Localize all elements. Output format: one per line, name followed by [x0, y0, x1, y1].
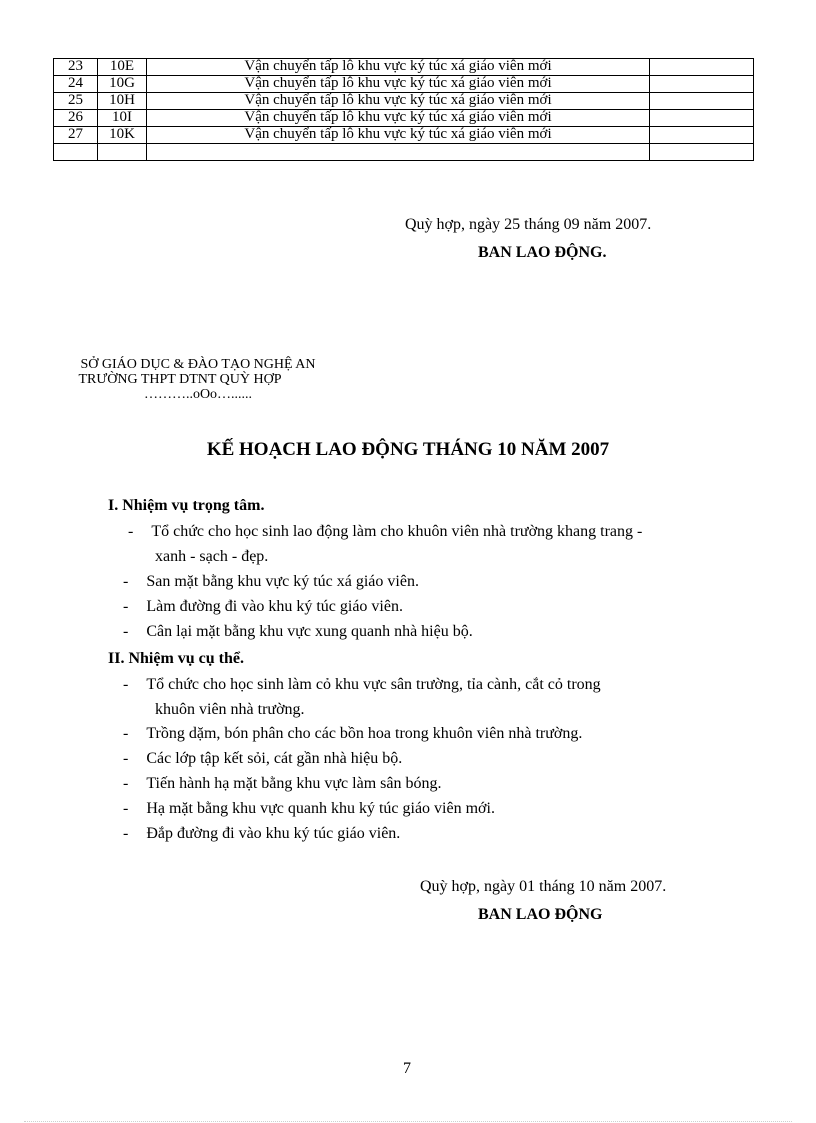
row-class: 10E [98, 59, 147, 76]
list-item-text: Hạ mặt bằng khu vực quanh khu ký túc giáo viên mới. [146, 800, 495, 817]
table-row [54, 127, 754, 144]
row-task: Vận chuyển tấp lô khu vực ký túc xá giáo viên mới [147, 76, 650, 93]
row-note [650, 144, 754, 161]
list-dash: - [123, 598, 129, 615]
section-heading: II. Nhiệm vụ cụ thể. [108, 650, 245, 667]
list-item [123, 747, 402, 771]
row-class: 10K [98, 127, 147, 144]
list-dash: - [123, 573, 129, 590]
list-item [123, 797, 495, 821]
list-item-text: Làm đường đi vào khu ký túc giáo viên. [146, 598, 403, 615]
row-class: 10I [98, 110, 147, 127]
row-note [650, 76, 754, 93]
row-note [650, 93, 754, 110]
list-dash: - [123, 676, 129, 693]
row-number: 24 [54, 76, 98, 93]
list-item [123, 822, 400, 846]
section-heading: I. Nhiệm vụ trọng tâm. [108, 497, 265, 514]
list-item [123, 595, 403, 619]
row-number: 25 [54, 93, 98, 110]
list-item-text: San mặt bằng khu vực ký túc xá giáo viên. [146, 573, 419, 590]
row-note [650, 127, 754, 144]
header-ornament: ………..oOo…...... [143, 387, 253, 402]
row-number: 26 [54, 110, 98, 127]
row-task [147, 144, 650, 161]
task-table [53, 58, 754, 161]
row-number: 23 [54, 59, 98, 76]
row-class: 10G [98, 76, 147, 93]
signature-date: Quỳ hợp, ngày 25 tháng 09 năm 2007. [405, 216, 652, 233]
list-dash: - [128, 523, 134, 540]
page-number: 7 [403, 1060, 411, 1077]
signature-date: Quỳ hợp, ngày 01 tháng 10 năm 2007. [420, 878, 667, 895]
row-task: Vận chuyển tấp lô khu vực ký túc xá giáo viên mới [147, 59, 650, 76]
list-item-continuation: xanh - sạch - đẹp. [155, 548, 269, 565]
list-item-text: Đắp đường đi vào khu ký túc giáo viên. [146, 825, 401, 842]
row-task: Vận chuyển tấp lô khu vực ký túc xá giáo viên mới [147, 93, 650, 110]
table-row [54, 59, 754, 76]
table-row [54, 76, 754, 93]
list-item [123, 570, 419, 594]
list-item-text: Các lớp tập kết sỏi, cát gần nhà hiệu bộ. [146, 750, 403, 767]
signature-name: BAN LAO ĐỘNG [478, 906, 603, 923]
list-item-text: Tiến hành hạ mặt bằng khu vực làm sân bóng. [146, 775, 442, 792]
row-number [54, 144, 98, 161]
row-task: Vận chuyển tấp lô khu vực ký túc xá giáo viên mới [147, 127, 650, 144]
list-item [123, 772, 441, 796]
row-task: Vận chuyển tấp lô khu vực ký túc xá giáo viên mới [147, 110, 650, 127]
list-item-continuation: khuôn viên nhà trường. [155, 701, 305, 718]
table-row [54, 144, 754, 161]
list-dash: - [123, 623, 129, 640]
list-item-text: Tổ chức cho học sinh lao động làm cho khuôn viên nhà trường khang trang - [151, 523, 643, 540]
signature-name: BAN LAO ĐỘNG. [478, 244, 607, 261]
department-name: SỞ GIÁO DỤC & ĐÀO TẠO NGHỆ AN [80, 357, 316, 372]
row-note [650, 59, 754, 76]
page-title: KẾ HOẠCH LAO ĐỘNG THÁNG 10 NĂM 2007 [206, 439, 610, 460]
table-row [54, 110, 754, 127]
list-dash: - [123, 775, 129, 792]
department-header [48, 357, 348, 402]
list-dash: - [123, 750, 129, 767]
school-name: TRƯỜNG THPT DTNT QUỲ HỢP [78, 372, 282, 387]
list-item [123, 673, 601, 697]
list-dash: - [123, 800, 129, 817]
list-dash: - [123, 825, 129, 842]
list-item-text: Tổ chức cho học sinh làm cỏ khu vực sân trường, tỉa cành, cắt cỏ trong [146, 676, 601, 693]
row-number: 27 [54, 127, 98, 144]
list-dash: - [123, 725, 129, 742]
table-row [54, 93, 754, 110]
row-note [650, 110, 754, 127]
list-item [128, 520, 748, 544]
list-item [123, 722, 582, 746]
list-item [123, 620, 473, 644]
row-class [98, 144, 147, 161]
row-class: 10H [98, 93, 147, 110]
list-item-text: Trồng dặm, bón phân cho các bồn hoa trong khuôn viên nhà trường. [146, 725, 583, 742]
page-bottom-border [24, 1121, 792, 1122]
list-item-text: Cân lại mặt bằng khu vực xung quanh nhà hiệu bộ. [146, 623, 473, 640]
